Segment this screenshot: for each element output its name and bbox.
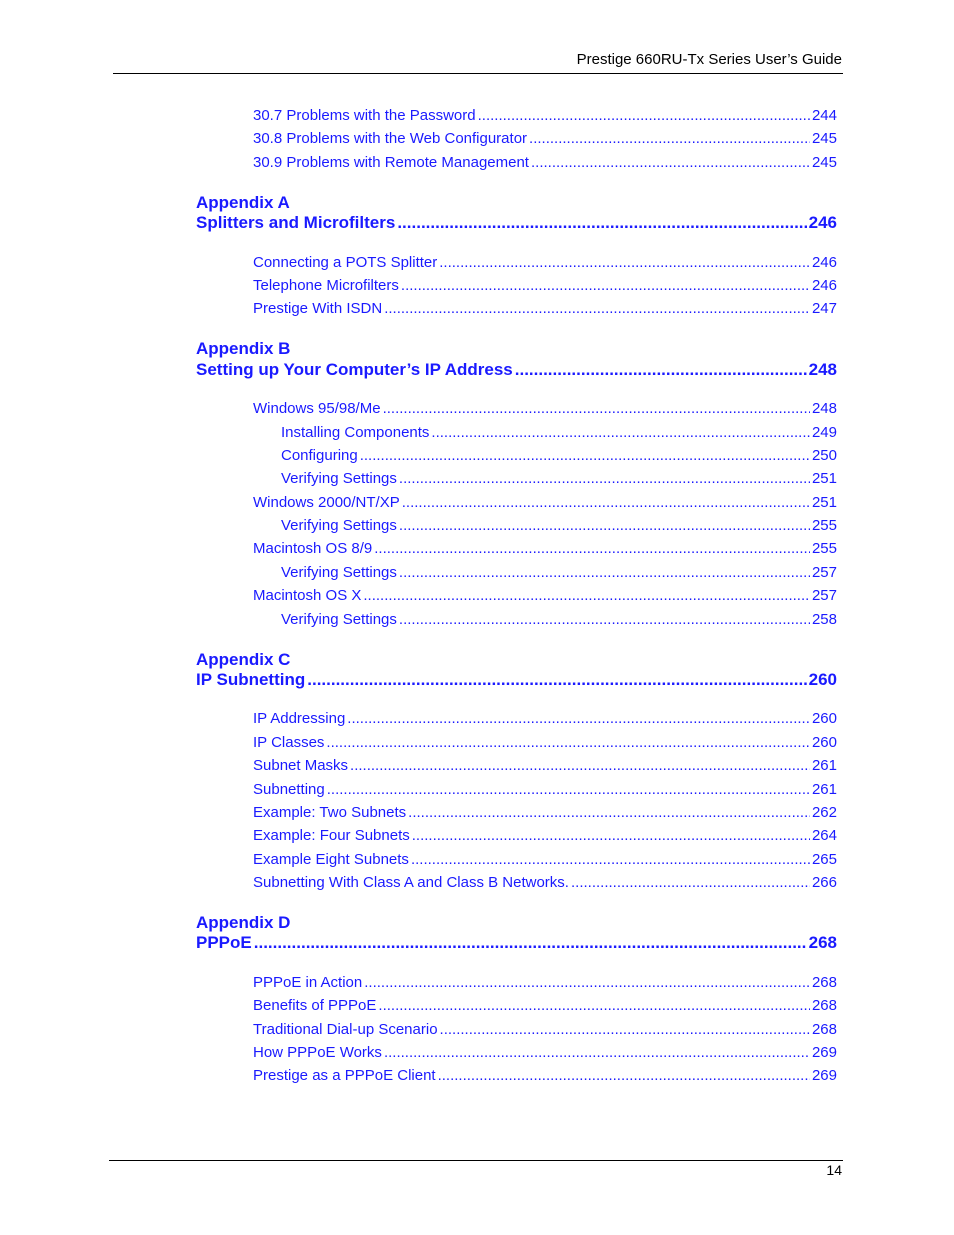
toc-entry[interactable]: Windows 2000/NT/XP ..... 251	[253, 494, 837, 511]
toc-subentry[interactable]: Verifying Settings ..... 258	[281, 611, 837, 628]
toc-entry[interactable]: How PPPoE Works ..... 269	[253, 1044, 837, 1061]
toc-entry[interactable]: Traditional Dial-up Scenario ..... 268	[253, 1021, 837, 1038]
toc-subentry[interactable]: Verifying Settings ..... 255	[281, 517, 837, 534]
toc-entry[interactable]: Subnet Masks ..... 261	[253, 757, 837, 774]
toc-entry[interactable]: Benefits of PPPoE ..... 268	[253, 997, 837, 1014]
header-title: Prestige 660RU-Tx Series User’s Guide	[576, 51, 842, 68]
toc-entry[interactable]: Prestige as a PPPoE Client ..... 269	[253, 1067, 837, 1084]
toc-entry[interactable]: Connecting a POTS Splitter ..... 246	[253, 254, 837, 271]
toc-subentry[interactable]: Configuring ..... 250	[281, 447, 837, 464]
toc-entry[interactable]: Windows 95/98/Me ..... 248	[253, 400, 837, 417]
toc-subentry[interactable]: Verifying Settings ..... 257	[281, 564, 837, 581]
toc-entry[interactable]: Example Eight Subnets ..... 265	[253, 851, 837, 868]
toc-entry[interactable]: IP Addressing ..... 260	[253, 710, 837, 727]
toc-entry[interactable]: Subnetting With Class A and Class B Networks. ..... 266	[253, 874, 837, 891]
toc-subentry[interactable]: Verifying Settings ..... 251	[281, 470, 837, 487]
appendix-a-label: Appendix A	[196, 193, 290, 212]
header-rule	[113, 73, 843, 74]
toc-entry-30-7[interactable]: 30.7 Problems with the Password ..... 244	[253, 107, 837, 124]
appendix-a-title[interactable]: Splitters and Microfilters ..... 246	[196, 213, 837, 233]
page-number: 14	[826, 1162, 842, 1178]
toc-entry[interactable]: PPPoE in Action ..... 268	[253, 974, 837, 991]
appendix-c-label: Appendix C	[196, 650, 291, 669]
toc-entry[interactable]: Prestige With ISDN ..... 247	[253, 300, 837, 317]
toc-subentry[interactable]: Installing Components ..... 249	[281, 424, 837, 441]
appendix-d-label: Appendix D	[196, 913, 291, 932]
toc-entry[interactable]: Example: Four Subnets ..... 264	[253, 827, 837, 844]
toc-entry[interactable]: IP Classes ..... 260	[253, 734, 837, 751]
appendix-d-title[interactable]: PPPoE ..... 268	[196, 933, 837, 953]
toc-entry-30-9[interactable]: 30.9 Problems with Remote Management ..... 245	[253, 154, 837, 171]
toc-entry[interactable]: Macintosh OS X ..... 257	[253, 587, 837, 604]
toc-entry[interactable]: Macintosh OS 8/9 ..... 255	[253, 540, 837, 557]
toc-entry[interactable]: Example: Two Subnets ..... 262	[253, 804, 837, 821]
toc-entry[interactable]: Subnetting ..... 261	[253, 781, 837, 798]
toc-entry[interactable]: Telephone Microfilters ..... 246	[253, 277, 837, 294]
footer-rule	[109, 1160, 843, 1161]
toc-entry-30-8[interactable]: 30.8 Problems with the Web Configurator ..... 245	[253, 130, 837, 147]
appendix-b-label: Appendix B	[196, 339, 291, 358]
appendix-c-title[interactable]: IP Subnetting ..... 260	[196, 670, 837, 690]
appendix-b-title[interactable]: Setting up Your Computer’s IP Address ..... 248	[196, 360, 837, 380]
